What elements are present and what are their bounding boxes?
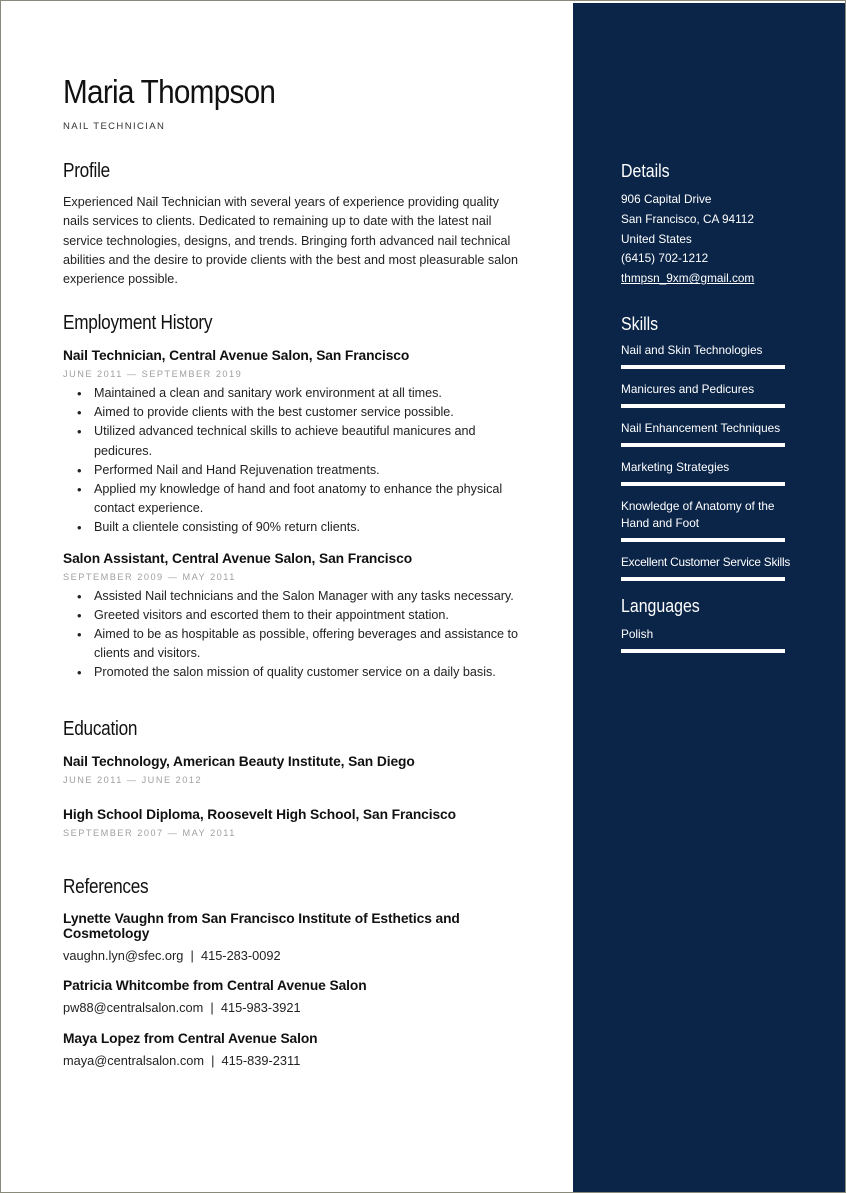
skills-section [621,313,791,581]
profile-line: experience possible. [63,272,178,287]
job-dates: JUNE 2011 — SEPTEMBER 2019 [63,369,243,379]
education-entry [63,807,543,838]
skill-level-bar [621,365,785,369]
candidate-name: Maria Thompson [63,73,276,110]
skill-item [621,381,791,408]
employment-section [63,312,543,683]
reference-entry [63,978,543,1015]
language-level-bar [621,649,785,653]
phone-number: (6415) 702-1212 [621,251,709,266]
job-bullets [63,384,543,538]
job-bullet: • Promoted the salon mission of quality customer service on a daily basis. [94,663,543,682]
education-dates: SEPTEMBER 2007 — MAY 2011 [63,828,236,838]
candidate-job-title: NAIL TECHNICIAN [63,121,166,132]
skill-level-bar [621,443,785,447]
education-title: Nail Technology, American Beauty Institute, San Diego [63,754,415,769]
skill-level-bar [621,482,785,486]
profile-section [63,160,543,289]
address-country: United States [621,231,692,246]
skill-label: Manicures and Pedicures [621,382,755,396]
profile-line: abilities and the desire to provide clients with the best and most pleasurable salon [63,252,519,267]
job-bullet: • Maintained a clean and sanitary work environment at all times. [94,384,543,403]
profile-text [63,193,543,289]
reference-name: Maya Lopez from Central Avenue Salon [63,1031,318,1046]
job-bullets [63,587,543,683]
job-bullet: • Assisted Nail technicians and the Salon Manager with any tasks necessary. [94,587,543,606]
job-entry [63,348,543,538]
skill-label: Nail and Skin Technologies [621,343,763,357]
language-label: Polish [621,627,654,641]
skill-item [621,498,791,542]
skill-item [621,554,791,581]
job-bullet: • Performed Nail and Hand Rejuvenation treatments. [94,461,543,480]
job-bullet: • Aimed to be as hospitable as possible, offering beverages and assistance to clients and visitors. [94,625,524,663]
job-bullet: • Aimed to provide clients with the best customer service possible. [94,403,543,422]
main-column [63,73,543,1068]
reference-name: Patricia Whitcombe from Central Avenue Salon [63,978,367,993]
profile-line: service technologies, designs, and trends. Bringing forth advanced nail technical [63,233,511,248]
job-bullet: • Utilized advanced technical skills to achieve beautiful manicures and pedicures. [94,422,494,460]
education-title: High School Diploma, Roosevelt High School, San Francisco [63,807,456,822]
profile-heading: Profile [63,160,110,182]
reference-contact: pw88@centralsalon.com | 415-983-3921 [63,1000,301,1015]
education-dates: JUNE 2011 — JUNE 2012 [63,775,203,785]
education-entry [63,754,543,785]
skills-heading: Skills [621,313,659,334]
reference-contact: maya@centralsalon.com | 415-839-2311 [63,1053,301,1068]
skill-label: Nail Enhancement Techniques [621,421,781,435]
job-bullet: • Greeted visitors and escorted them to their appointment station. [94,606,543,625]
skill-item [621,459,791,486]
skill-level-bar [621,538,785,542]
details-list [621,190,791,289]
skill-label: Knowledge of Anatomy of the Hand and Foot [621,499,775,530]
details-section [621,160,791,289]
sidebar [573,3,845,1192]
skill-level-bar [621,577,785,581]
profile-line: Experienced Nail Technician with several years of experience providing quality [63,195,499,209]
job-dates: SEPTEMBER 2009 — MAY 2011 [63,571,236,582]
education-heading: Education [63,718,138,740]
reference-entry [63,1031,543,1068]
languages-heading: Languages [621,595,700,616]
details-heading: Details [621,160,670,181]
skill-level-bar [621,404,785,408]
languages-section [621,595,791,653]
skill-label: Marketing Strategies [621,460,730,474]
address-line-1: 906 Capital Drive [621,192,712,206]
skill-label: Excellent Customer Service Skills [621,555,791,569]
address-line-2: San Francisco, CA 94112 [621,211,754,226]
skill-item [621,420,791,447]
reference-entry [63,911,543,963]
profile-line: nails services to clients. Dedicated to remaining up to date with the latest nail [63,214,492,229]
job-bullet: • Applied my knowledge of hand and foot anatomy to enhance the physical contact experience. [94,480,514,518]
education-section [63,718,543,838]
language-item [621,626,791,653]
reference-contact: vaughn.lyn@sfec.org | 415-283-0092 [63,948,281,963]
reference-name: Lynette Vaughn from San Francisco Institute of Esthetics and Cosmetology [63,911,460,941]
employment-heading: Employment History [63,312,213,334]
references-section [63,876,543,1068]
job-bullet: • Built a clientele consisting of 90% return clients. [94,518,543,537]
email-link[interactable]: thmpsn_9xm@gmail.com [621,271,755,286]
references-heading: References [63,876,149,898]
job-entry [63,551,543,683]
skill-item [621,342,791,369]
job-title: Salon Assistant, Central Avenue Salon, San Francisco [63,550,413,566]
job-title: Nail Technician, Central Avenue Salon, San Francisco [63,348,410,363]
